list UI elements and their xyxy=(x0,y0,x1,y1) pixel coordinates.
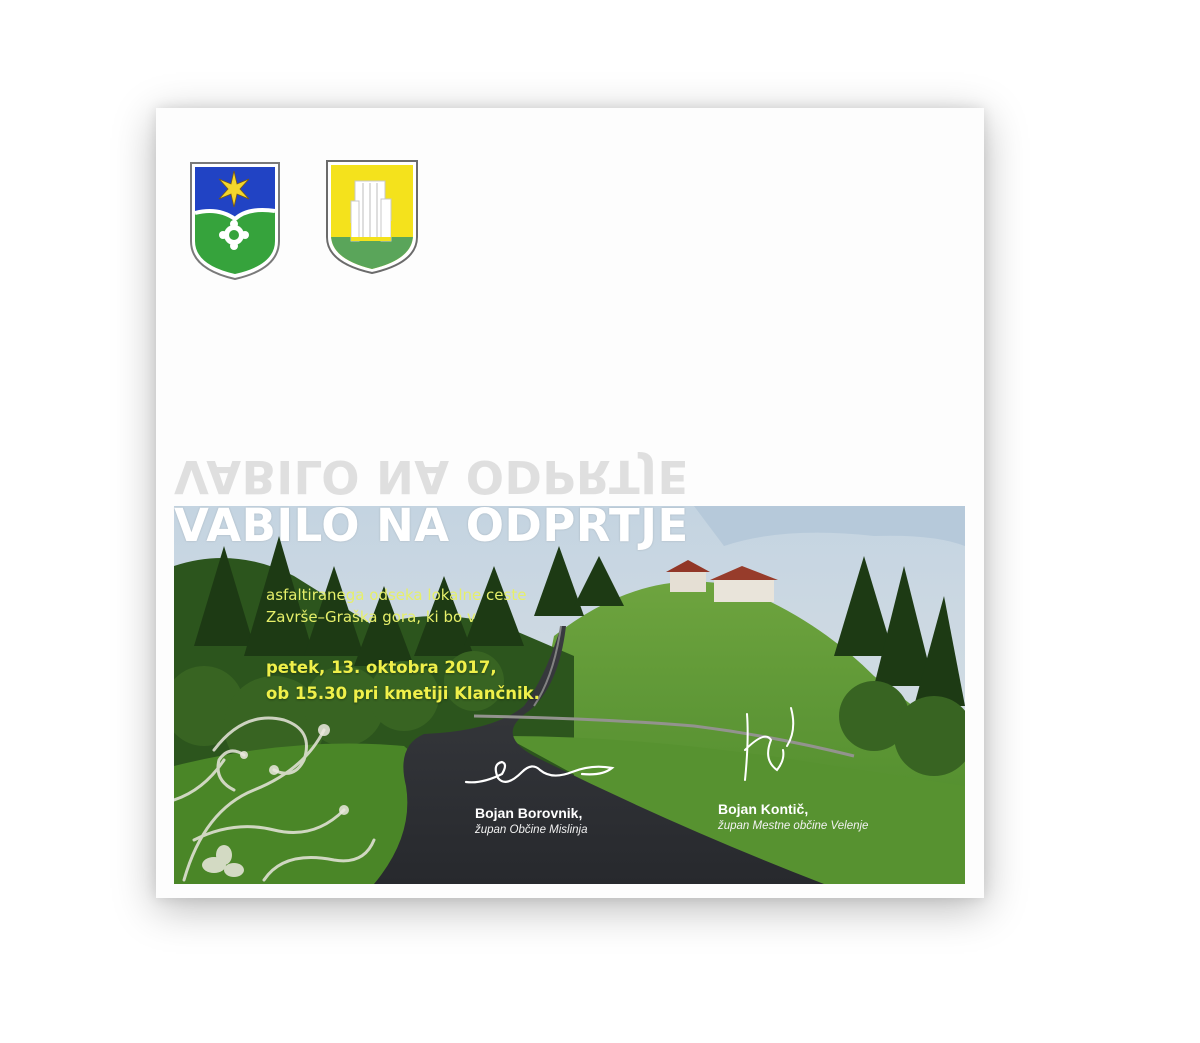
subtitle-line: Završe–Graška gora, ki bo v xyxy=(266,608,476,626)
event-details xyxy=(266,655,540,707)
signatory-role: župan Občine Mislinja xyxy=(475,824,588,836)
signatory-kontic xyxy=(718,800,868,834)
subtitle-line: asfaltiranega odseka lokalne ceste xyxy=(266,586,527,604)
invitation-title: VABILO NA ODPRTJE xyxy=(174,499,689,552)
signatory-role: župan Mestne občine Velenje xyxy=(718,820,869,832)
title-reflection: VABILO NA ODPRTJE xyxy=(174,450,689,503)
signatory-name: Bojan Kontič, xyxy=(718,801,809,817)
event-date: petek, 13. oktobra 2017, xyxy=(266,658,497,677)
coat-of-arms-mislinja xyxy=(188,161,282,281)
invitation-subtitle xyxy=(266,584,566,628)
signature-kontic xyxy=(735,700,805,788)
coat-of-arms-velenje xyxy=(325,159,419,275)
event-time-place: ob 15.30 pri kmetiji Klančnik. xyxy=(266,684,540,703)
signatory-borovnik xyxy=(475,804,588,838)
signatory-name: Bojan Borovnik, xyxy=(475,805,583,821)
signature-borovnik xyxy=(462,754,622,794)
floral-ornament xyxy=(174,690,384,884)
